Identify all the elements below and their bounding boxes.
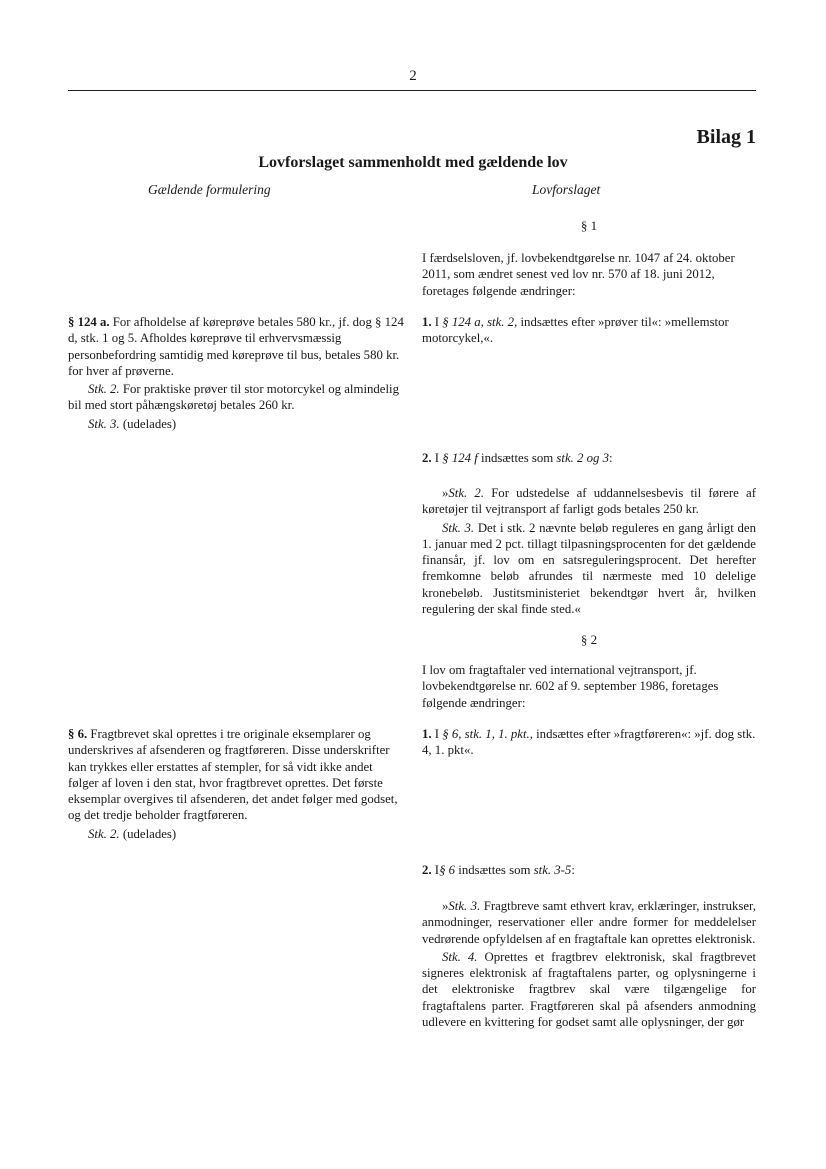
stk-label: Stk. 3. (448, 899, 481, 913)
change-reference: § 6, stk. 1, 1. pkt., (442, 727, 533, 741)
change-text: I (431, 451, 443, 465)
current-section-124a (68, 314, 404, 432)
stk-text: (udelades) (119, 826, 177, 841)
section-1-intro (422, 250, 756, 299)
change-2-2 (422, 862, 756, 878)
stk-label: Stk. 3. (88, 416, 120, 431)
section-label: § 124 a. (68, 315, 110, 329)
change-1-2-text (422, 485, 756, 617)
section-2-heading: § 2 (580, 632, 598, 647)
section-label: § 6. (68, 727, 88, 741)
section-2-intro-text: I lov om fragtaftaler ved international vejtransport, jf. lovbekendtgørelse nr. 602 af 9. september 1986, foretages følgende ændringer: (422, 663, 719, 710)
change-reference: stk. 3-5 (533, 863, 572, 877)
page-title: Lovforslaget sammenholdt med gældende lov (258, 154, 568, 171)
header-rule (68, 90, 756, 91)
change-2-1 (422, 726, 756, 759)
stk-text: Oprettes et fragtbrev elektronisk, skal fragtbrevet signeres elektronisk af fragtaftalens parter, og oplysningerne i det elektroniske fragtbrev skal være tilgængelige for fragtaftalens parter. Fragtføreren skal på afsenders anmodning udlevere en kvittering for godset samt alle oplysninger, der gør (422, 949, 757, 1030)
section-1-intro-text: I færdselsloven, jf. lovbekendtgørelse nr. 1047 af 24. oktober 2011, som ændret senest ved lov nr. 570 af 18. juni 2012, foretages følgende ændringer: (422, 251, 735, 298)
column-heading-proposal: Lovforslaget (532, 182, 601, 197)
section-text: For afholdelse af køreprøve betales 580 kr., jf. dog § 124 d, stk. 1 og 5. Afholdes køreprøve til erhvervsmæssig personbefordring samtidig med køreprøve til bus, betales 580 kr. for hver af prøverne. (68, 315, 404, 378)
section-2-intro (422, 662, 756, 711)
change-number: 2. (422, 863, 432, 877)
change-number: 2. (422, 451, 432, 465)
change-number: 1. (422, 315, 432, 329)
current-section-6 (68, 726, 404, 842)
change-reference: § 6 (439, 863, 456, 877)
change-1-2 (422, 450, 756, 466)
stk-label: Stk. 2. (448, 486, 485, 500)
stk-label: Stk. 4. (442, 949, 478, 964)
change-text: indsættes efter »prøver til«: »mellemstor motorcykel,«. (422, 315, 729, 346)
page-number: 2 (409, 68, 417, 84)
section-1-heading: § 1 (580, 218, 598, 233)
stk-label: Stk. 2. (88, 382, 120, 397)
stk-text: For udstedelse af uddannelsesbevis til førere af køretøjer til vejtransport af farligt gods betales 250 kr. (422, 486, 756, 517)
change-text: I (431, 315, 443, 329)
stk-text: (udelades) (119, 416, 177, 431)
change-2-2-text (422, 898, 756, 1030)
stk-text: Fragtbreve samt ethvert krav, erklæringer, instrukser, anmodninger, reservationer eller andre former for meddelelser vedrørende opfyldelsen af en fragtaftale kan oprettes elektronisk. (422, 899, 756, 946)
change-1-1 (422, 314, 756, 347)
change-reference: stk. 2 og 3 (556, 451, 610, 465)
stk-label: Stk. 2. (88, 826, 120, 841)
stk-text: For praktiske prøver til stor motorcykel og almindelig bil med stort påhængskøretøj betales 260 kr. (68, 382, 399, 413)
quote-mark: » (442, 899, 449, 913)
section-text: Fragtbrevet skal oprettes i tre originale eksemplarer og underskrives af afsenderen og fragtføreren. Disse underskrifter kan trykkes eller erstattes af stempler, for så vidt ikke andet følger af loven i den stat, hvor fragtbrevet oprettes. Det første eksemplar overgives til afsenderen, det andet følger med godset, og det tredje beholder fragtføreren. (68, 727, 398, 823)
change-text: indsættes som (455, 863, 534, 877)
change-reference: § 124 a, stk. 2, (442, 315, 518, 329)
stk-text: Det i stk. 2 nævnte beløb reguleres en gang årligt den 1. januar med 2 pct. tillagt tilpasningsprocenten for det gældende finansår, jf. lov om en satsreguleringsprocent. Det herefter fremkomne beløb afrundes til nærmeste med 10 delelige kronebeløb. Justitsministeriet bekendtgør hvert år, hvilken regulering der skal finde sted.« (422, 520, 756, 617)
change-text: I (431, 727, 443, 741)
quote-mark: » (442, 486, 449, 500)
appendix-label: Bilag 1 (696, 126, 756, 148)
change-text: indsættes efter »fragtføreren«: »jf. dog stk. 4, 1. pkt«. (422, 727, 756, 758)
change-reference: § 124 f (442, 451, 478, 465)
change-text: : (571, 863, 575, 877)
column-heading-current: Gældende formulering (148, 182, 271, 197)
stk-label: Stk. 3. (442, 520, 475, 535)
change-text: indsættes som (477, 451, 557, 465)
change-text: : (609, 451, 613, 465)
change-text: I (431, 863, 440, 877)
change-number: 1. (422, 727, 432, 741)
